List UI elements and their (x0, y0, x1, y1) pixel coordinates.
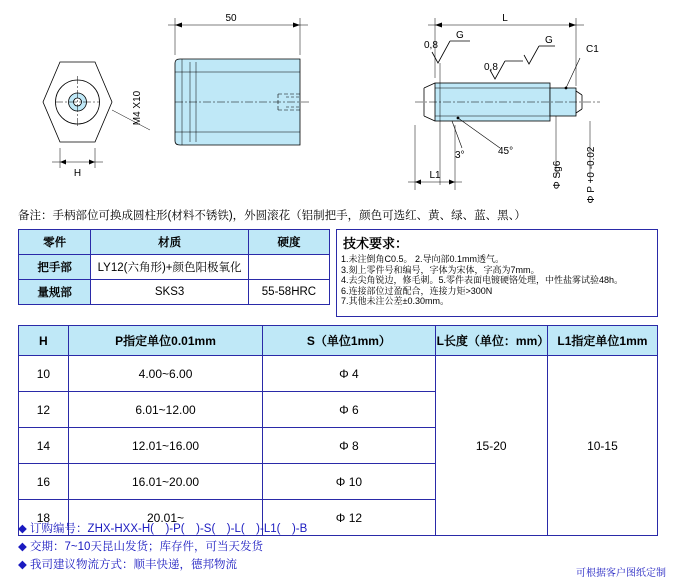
m4-leader (112, 110, 150, 130)
dim-angle: 45° (498, 146, 514, 157)
mat-row0-material: LY12(六角形)+颜色阳极氧化 (91, 255, 249, 280)
dim-l: L (502, 13, 508, 24)
spec-row0-h: 10 (19, 356, 69, 392)
mat-row1-hardness: 55-58HRC (248, 280, 329, 305)
spec-row2-p: 12.01~16.00 (68, 428, 262, 464)
dim-50 (168, 18, 308, 55)
order-notes (18, 520, 658, 574)
spec-row1-s: Φ 6 (263, 392, 435, 428)
spec-header-l1: L1指定单位1mm (547, 326, 657, 356)
mat-row1-material: SKS3 (91, 280, 249, 305)
g-right: G (545, 35, 553, 46)
spec-row4-h: 18 (19, 500, 69, 536)
tech-requirements-box (336, 229, 658, 317)
tech-item: 7.其他未注公差±0.30mm。 (341, 296, 449, 307)
spec-header-s: S（单位1mm） (263, 326, 435, 356)
dim-deg3: 3° (455, 150, 465, 161)
gauge-pin (415, 83, 600, 121)
tech-requirements-title: 技术要求： (343, 236, 409, 251)
mat-row0-hardness (248, 255, 329, 280)
hex-head-view (43, 62, 112, 168)
spec-l-value: 15-20 (435, 356, 547, 536)
tech-item: 1.未注倒角C0.5。 2.导向部0.1mm透气。 (341, 254, 505, 264)
table-row (19, 356, 658, 392)
tech-item: 4.去尖角锐边，修毛刺。5.零件表面电镀硬铬处理，中性盐雾试验48h。 (341, 275, 624, 286)
dim-overall-len: 50 (225, 13, 237, 24)
dim-l1: L1 (429, 170, 441, 181)
dim-chamfer: C1 (586, 44, 599, 55)
spec-row0-s: Φ 4 (263, 356, 435, 392)
g-left: G (456, 30, 464, 41)
deg3-leader (452, 121, 462, 148)
spec-row4-p: 20.01~ (68, 500, 262, 536)
table-row (19, 230, 330, 255)
material-table (18, 229, 330, 305)
spec-row4-s: Φ 12 (263, 500, 435, 536)
dim-L (428, 18, 584, 86)
table-row (19, 280, 330, 305)
dim-h: H (73, 168, 82, 179)
spec-header-h: H (19, 326, 69, 356)
mat-header-material: 材质 (91, 230, 249, 255)
tech-item: 3.刻上零件号和编号，字体为宋体，字高为7mm。 (341, 264, 540, 275)
custom-note: 可根据客户图纸定制 (576, 568, 666, 579)
spec-row2-s: Φ 8 (263, 428, 435, 464)
remark-line: 备注：手柄部位可换成圆柱形(材料不锈铁)，外圆滚花（铝制把手，颜色可选红、黄、绿、蓝、黑、） (18, 210, 526, 222)
technical-drawing (0, 0, 676, 205)
tech-item: 6.连接部位过盈配合，连接力矩>300N (341, 285, 493, 296)
ra-left: 0,8 (424, 40, 438, 51)
spec-l1-value: 10-15 (547, 356, 657, 536)
mat-header-part: 零件 (19, 230, 91, 255)
dim-thread: M4 X10 (132, 90, 143, 126)
spec-table (18, 325, 658, 536)
mat-row0-part: 把手部 (19, 255, 91, 280)
spec-row3-h: 16 (19, 464, 69, 500)
dim-dia-p: Φ P +0 -0.02 (586, 146, 597, 204)
mat-header-hardness: 硬度 (248, 230, 329, 255)
tech-requirements-list (341, 254, 653, 307)
order-note-2: ◆ 交឵期：7~10天昆山发货；库存件，可当天发货 (18, 541, 263, 553)
mat-row1-part: 量规部 (19, 280, 91, 305)
order-note-1: ◆ 订购编号：ZHX-HXX-H( )-P( )-S( )-L( )-L1( )-B (18, 523, 308, 535)
spec-row1-h: 12 (19, 392, 69, 428)
order-note-3: ◆ 我司建议物流方式：顺丰快递，德邦物流 (18, 559, 238, 571)
spec-header-p: P指定单位0.01mm (68, 326, 262, 356)
spec-row2-h: 14 (19, 428, 69, 464)
dim-dia-s: Φ Sg6 (552, 160, 563, 190)
spec-header-l: L长度（单位：mm） (435, 326, 547, 356)
ra-mid: 0,8 (484, 62, 498, 73)
table-row (19, 326, 658, 356)
spec-row1-p: 6.01~12.00 (68, 392, 262, 428)
c1-leader (565, 58, 580, 89)
table-row (19, 255, 330, 280)
handle-body (175, 59, 310, 145)
spec-row3-s: Φ 10 (263, 464, 435, 500)
spec-row0-p: 4.00~6.00 (68, 356, 262, 392)
spec-row3-p: 16.01~20.00 (68, 464, 262, 500)
